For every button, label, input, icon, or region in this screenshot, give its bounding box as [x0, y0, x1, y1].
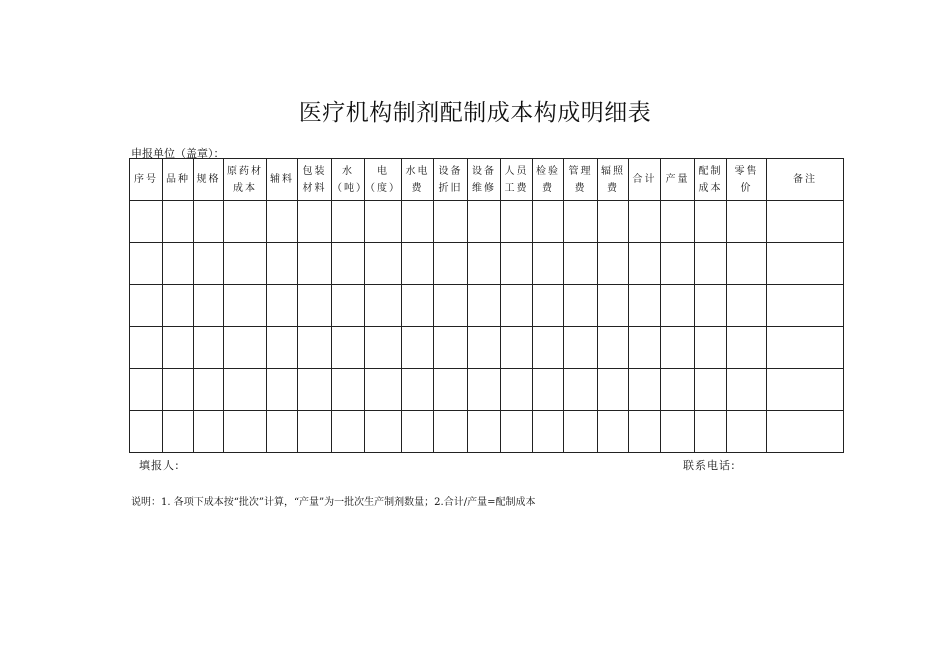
column-header: [332, 159, 368, 201]
table-cell[interactable]: [298, 327, 332, 369]
table-header: [130, 159, 844, 201]
table-cell[interactable]: [533, 285, 564, 327]
table-cell[interactable]: [598, 243, 629, 285]
table-cell[interactable]: [130, 369, 163, 411]
table-cell[interactable]: [163, 285, 194, 327]
table-cell[interactable]: [468, 285, 501, 327]
table-cell[interactable]: [332, 243, 365, 285]
table-cell[interactable]: [365, 285, 402, 327]
table-cell[interactable]: [501, 243, 533, 285]
column-header-line1: 原药材: [227, 165, 263, 177]
column-header-line1: 电: [377, 165, 389, 177]
column-header-line1: 序号: [134, 174, 158, 185]
table-cell[interactable]: [130, 285, 163, 327]
column-header-line2: 成本: [698, 182, 723, 194]
column-header: [194, 159, 224, 201]
table-cell[interactable]: [298, 201, 332, 243]
column-header: [629, 159, 661, 201]
table-cell[interactable]: [598, 285, 629, 327]
column-header-line1: 检验: [536, 165, 560, 177]
column-header-line1: 合计: [632, 174, 657, 185]
table-cell[interactable]: [727, 411, 767, 453]
column-header-line1: 辐照: [601, 165, 625, 177]
table-cell[interactable]: [533, 201, 564, 243]
table-cell[interactable]: [267, 327, 298, 369]
column-header: [564, 159, 598, 201]
table-cell[interactable]: [695, 411, 727, 453]
table-cell[interactable]: [501, 327, 533, 369]
table-cell[interactable]: [332, 285, 365, 327]
column-header-line1: 水电: [405, 165, 430, 177]
document-title: 医疗机构制剂配制成本构成明细表: [298, 100, 652, 126]
column-header-line2: 维修: [472, 182, 496, 194]
table-cell[interactable]: [767, 201, 844, 243]
column-header-line1: 品种: [166, 174, 190, 185]
table-cell[interactable]: [267, 411, 298, 453]
table-cell[interactable]: [224, 243, 267, 285]
table-row: [130, 243, 844, 285]
column-header: [695, 159, 727, 201]
table-cell[interactable]: [629, 411, 661, 453]
column-header-line1: 备注: [793, 174, 817, 185]
table-cell[interactable]: [402, 201, 434, 243]
table-cell[interactable]: [130, 243, 163, 285]
column-header: [727, 159, 767, 201]
table-cell[interactable]: [468, 411, 501, 453]
table-cell[interactable]: [163, 369, 194, 411]
column-header-line2: 费: [574, 182, 587, 194]
table-cell[interactable]: [629, 285, 661, 327]
column-header-line2: 费: [607, 182, 619, 194]
table-cell[interactable]: [224, 369, 267, 411]
table-row: [130, 201, 844, 243]
table-cell[interactable]: [298, 369, 332, 411]
table-cell[interactable]: [267, 369, 298, 411]
column-header-line2: 折旧: [438, 182, 463, 194]
cost-breakdown-table: [129, 158, 844, 453]
table-cell[interactable]: [661, 285, 695, 327]
table-cell[interactable]: [332, 201, 365, 243]
table-cell[interactable]: [365, 201, 402, 243]
table-cell[interactable]: [163, 201, 194, 243]
column-header-line2: （度）: [365, 182, 401, 194]
table-cell[interactable]: [767, 411, 844, 453]
table-cell[interactable]: [661, 201, 695, 243]
table-cell[interactable]: [598, 369, 629, 411]
table-cell[interactable]: [661, 243, 695, 285]
table-cell[interactable]: [767, 243, 844, 285]
table-cell[interactable]: [224, 201, 267, 243]
table-cell[interactable]: [402, 327, 434, 369]
table-cell[interactable]: [194, 411, 224, 453]
table-cell[interactable]: [598, 201, 629, 243]
column-header-line1: 设备: [438, 165, 463, 177]
table-body: [130, 201, 844, 453]
table-cell[interactable]: [661, 369, 695, 411]
column-header: [533, 159, 564, 201]
column-header: [224, 159, 267, 201]
table-cell[interactable]: [298, 285, 332, 327]
table-cell[interactable]: [629, 327, 661, 369]
table-cell[interactable]: [533, 327, 564, 369]
table-row: [130, 369, 844, 411]
table-cell[interactable]: [661, 327, 695, 369]
table-cell[interactable]: [402, 411, 434, 453]
table-cell[interactable]: [468, 201, 501, 243]
column-header-line2: 材料: [302, 182, 327, 194]
table-cell[interactable]: [194, 201, 224, 243]
table-row: [130, 285, 844, 327]
table-cell[interactable]: [564, 285, 598, 327]
table-cell[interactable]: [727, 201, 767, 243]
column-header-line1: 管理: [568, 165, 593, 177]
table-cell[interactable]: [695, 243, 727, 285]
column-header-line2: 价: [740, 182, 753, 194]
column-header: [598, 159, 629, 201]
table-cell[interactable]: [727, 285, 767, 327]
header-row: [130, 159, 844, 201]
table-cell[interactable]: [767, 369, 844, 411]
table-cell[interactable]: [267, 201, 298, 243]
column-header-line1: 配制: [698, 165, 723, 177]
table-row: [130, 411, 844, 453]
column-header-line1: 人员: [504, 165, 529, 177]
table-cell[interactable]: [501, 369, 533, 411]
table-cell[interactable]: [130, 201, 163, 243]
column-header-line1: 产量: [665, 174, 690, 185]
table-cell[interactable]: [468, 243, 501, 285]
table-cell[interactable]: [365, 243, 402, 285]
table-cell[interactable]: [727, 369, 767, 411]
table-cell[interactable]: [564, 411, 598, 453]
column-header: [365, 159, 402, 201]
column-header-line1: 设备: [472, 165, 496, 177]
column-header-line2: 成本: [233, 182, 257, 194]
table-cell[interactable]: [194, 327, 224, 369]
table-cell[interactable]: [402, 369, 434, 411]
column-header-line2: （吨）: [332, 182, 368, 194]
table-cell[interactable]: [629, 369, 661, 411]
table-cell[interactable]: [695, 285, 727, 327]
column-header-line2: 费: [411, 182, 424, 194]
table-cell[interactable]: [468, 327, 501, 369]
table-cell[interactable]: [434, 201, 468, 243]
table-cell[interactable]: [130, 411, 163, 453]
table-cell[interactable]: [434, 327, 468, 369]
table-cell[interactable]: [130, 327, 163, 369]
column-header: [130, 159, 163, 201]
table-cell[interactable]: [163, 327, 194, 369]
table-cell[interactable]: [365, 369, 402, 411]
table-cell[interactable]: [564, 327, 598, 369]
table-cell[interactable]: [163, 411, 194, 453]
column-header: [267, 159, 298, 201]
column-header-line1: 包装: [302, 165, 327, 177]
table-cell[interactable]: [194, 369, 224, 411]
column-header-line1: 零售: [734, 165, 759, 177]
table-cell[interactable]: [298, 411, 332, 453]
table-cell[interactable]: [434, 285, 468, 327]
table-cell[interactable]: [501, 201, 533, 243]
table-cell[interactable]: [564, 369, 598, 411]
column-header: [402, 159, 434, 201]
table-cell[interactable]: [194, 285, 224, 327]
table-cell[interactable]: [501, 285, 533, 327]
table-cell[interactable]: [533, 411, 564, 453]
applicant-unit-label: 申报单位（盖章）：: [131, 147, 225, 160]
table-cell[interactable]: [224, 327, 267, 369]
column-header-line1: 水: [342, 165, 354, 177]
table-cell[interactable]: [365, 411, 402, 453]
column-header: [298, 159, 332, 201]
contact-phone-label: 联系电话:: [683, 459, 736, 472]
table-cell[interactable]: [564, 201, 598, 243]
table-cell[interactable]: [727, 243, 767, 285]
column-header-line2: 费: [542, 182, 554, 194]
table-cell[interactable]: [598, 411, 629, 453]
table-cell[interactable]: [695, 327, 727, 369]
explanation-note: 说明：1. 各项下成本按“批次”计算，“产量”为一批次生产制剂数量；2.合计/产量=配制成本: [131, 497, 536, 508]
column-header: [661, 159, 695, 201]
table-cell[interactable]: [695, 201, 727, 243]
filler-label: 填报人:: [139, 459, 180, 472]
table-cell[interactable]: [224, 411, 267, 453]
table-cell[interactable]: [468, 369, 501, 411]
table-cell[interactable]: [332, 327, 365, 369]
table-cell[interactable]: [598, 327, 629, 369]
column-header-line2: 工费: [504, 182, 529, 194]
table-cell[interactable]: [727, 327, 767, 369]
table-cell[interactable]: [629, 243, 661, 285]
table-cell[interactable]: [298, 243, 332, 285]
table-cell[interactable]: [501, 411, 533, 453]
table-cell[interactable]: [564, 243, 598, 285]
table-cell[interactable]: [661, 411, 695, 453]
table-cell[interactable]: [434, 411, 468, 453]
table-cell[interactable]: [402, 243, 434, 285]
table-cell[interactable]: [695, 369, 727, 411]
column-header-line1: 规格: [196, 174, 221, 185]
column-header: [434, 159, 468, 201]
column-header: [163, 159, 194, 201]
table-cell[interactable]: [533, 243, 564, 285]
column-header-line1: 辅料: [270, 174, 294, 185]
table-cell[interactable]: [629, 201, 661, 243]
table-cell[interactable]: [332, 411, 365, 453]
table-row: [130, 327, 844, 369]
table-cell[interactable]: [767, 285, 844, 327]
table-cell[interactable]: [402, 285, 434, 327]
column-header: [468, 159, 501, 201]
column-header: [767, 159, 844, 201]
table-cell[interactable]: [194, 243, 224, 285]
table-cell[interactable]: [163, 243, 194, 285]
table-cell[interactable]: [434, 243, 468, 285]
table-cell[interactable]: [365, 327, 402, 369]
table-cell[interactable]: [434, 369, 468, 411]
table-cell[interactable]: [267, 243, 298, 285]
table-cell[interactable]: [267, 285, 298, 327]
column-header: [501, 159, 533, 201]
table-cell[interactable]: [767, 327, 844, 369]
table-cell[interactable]: [533, 369, 564, 411]
table-cell[interactable]: [332, 369, 365, 411]
table-cell[interactable]: [224, 285, 267, 327]
